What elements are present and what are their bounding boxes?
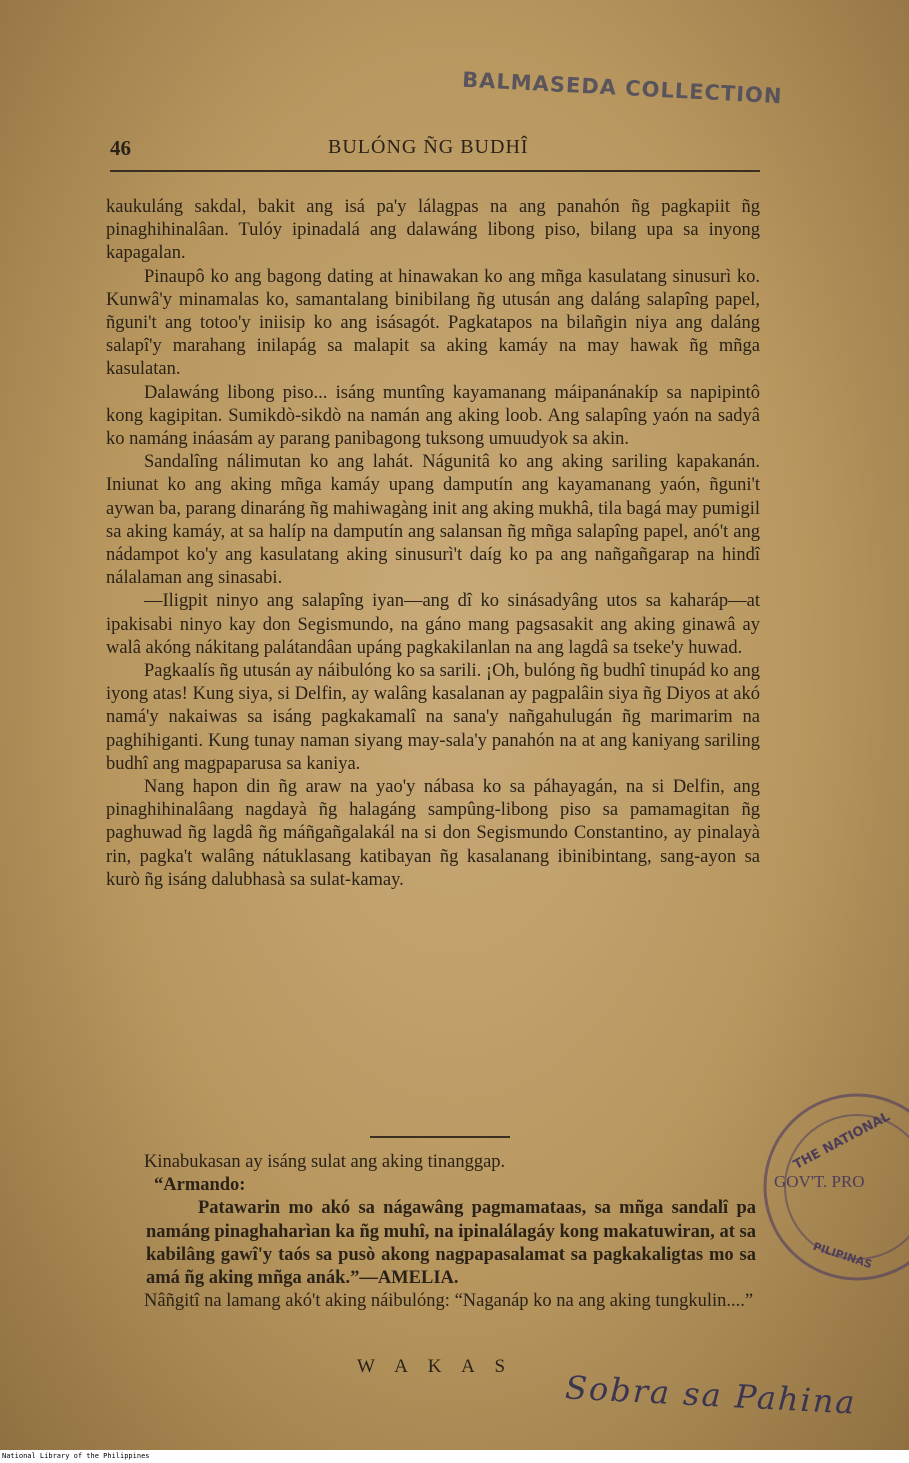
page-number: 46 [110, 136, 131, 160]
seal-middle-text: GOV'T. PRO [774, 1172, 865, 1191]
closing-paragraph: Nâñgitî na lamang akó't aking náibulóng: “Naganáp ko na ang aking tungkulin....” [144, 1291, 754, 1312]
letter-section [106, 1151, 756, 1313]
paragraph: kaukuláng sakdal, bakit ang isá pa'y lálagpas na ang panahón ñg pagkapiit ñg pinaghihinalâan. Tulóy ipinadalá ang dalawáng libong piso, bilang upa sa inyong kapagalan. [106, 197, 760, 264]
letter-intro: Kinabukasan ay isáng sulat ang aking tinanggap. [144, 1152, 506, 1172]
library-seal-stamp [752, 1082, 909, 1292]
seal-bottom-text: PILIPINAS [811, 1239, 874, 1272]
section-divider [370, 1136, 510, 1138]
paragraph: —Iligpit ninyo ang salapîng iyan—ang dî ko sinásadyâng utos sa kaharáp—at ipakisabi ninyo kay don Segismundo, na gáno mang pagsasakit ang aking ginawâ ay walâ akóng nákitang palátandâan upáng pagkakilanlan na ang lagdâ sa tseke'y huwad. [106, 591, 760, 658]
paragraph: Pagkaalís ñg utusán ay náibulóng ko sa sarili. ¡Oh, bulóng ñg budhî tinupád ko ang iyong atas! Kung siya, si Delfin, ay walâng kasalanan ay pagpalâin siya ñg Diyos at akó namá'y nakaiwas sa isáng pagkakamalî na sana'y nañgahulugán ñg marimarim na paghihiganti. Kung tunay naman siyang may-sala'y panahón na at ang kaniyang sariling budhî ang magpaparusa sa kaniya. [106, 661, 760, 774]
footer-credit: National Library of the Philippines [0, 1450, 909, 1463]
header-rule [110, 170, 760, 172]
letter-body: Patawarin mo akó sa nágawâng pagmamataas, sa mñga sandalî pa namáng pinaghaharìan ka ñg muhî, na ipinalálagáy kong makatuwiran, at sa kabilâng gawî'y taós sa pusò akong nagpapasalamat sa pagkakaligtas mo sa amá ñg aking mñga anák.”—AMELIA. [146, 1198, 756, 1289]
paragraph: Dalawáng libong piso... isáng muntîng kayamanang máipanánakíp sa napipintô kong kagipitan. Sumikdò-sikdò na namán ang aking loob. Ang salapîng yaón na sadyâ ko namáng ináasám ay parang panibagong tuksong umuudyok sa akin. [106, 382, 760, 450]
handwritten-note: Sobra sa Pahina [564, 1368, 858, 1422]
letter-salutation: “Armando: [154, 1175, 246, 1196]
page-header [110, 136, 760, 166]
paragraph: Pinaupô ko ang bagong dating at hinawakan ko ang mñga kasulatang sinusurì ko. Kunwâ'y minamalas ko, samantalang binibilang ñg utusán ang daláng salapîng papel, ñguni't ang totoo'y iniisip ko ang isásagót. Pagkatapos na bilañgin niya ang daláng salapî'y marahang inilapág sa malapit sa aking kamáy na may hawak ñg mñga kasulatan. [106, 266, 760, 380]
paragraph: Sandalîng nálimutan ko ang lahát. Nágunitâ ko ang aking sariling kapakanán. Iniunat ko ang aking mñga kamáy upang damputín ang kayamanang yaón, ñguni't aywan ba, parang dinaráng ñg mahiwagàng init ang aking mukhâ, tila bagá may pumigil sa aking kamáy, at sa halíp na damputín ang salansan ñg mñga salapîng papel, anó't ang nádampot ko'y ang kasulatang aking sinusurì't daíg ko pa ang nañgañgarap na hindî nálalaman ang sinasabi. [106, 452, 760, 589]
collection-stamp: BALMASEDA COLLECTION [461, 67, 784, 109]
paragraph: Nang hapon din ñg araw na yao'y nábasa ko sa páhayagán, na si Delfin, ang pinaghihinalâang nagdayà ñg halagáng sampûng-libong piso sa pamamagitan ñg paghuwad ñg lagdâ ñg máñgañgalakál na si don Segismundo Constantino, ay pinalayà rin, pagka't walâng nátuklasang katibayan ñg kasalanang ibinibintang, sang-ayon sa kurò ñg isáng dalubhasà sa sulat-kamay. [106, 777, 760, 890]
end-mark: W A K A S [357, 1356, 514, 1377]
running-title: BULÓNG ÑG BUDHÎ [328, 136, 529, 158]
body-text [106, 196, 760, 892]
seal-top-text: THE NATIONAL [791, 1109, 893, 1173]
